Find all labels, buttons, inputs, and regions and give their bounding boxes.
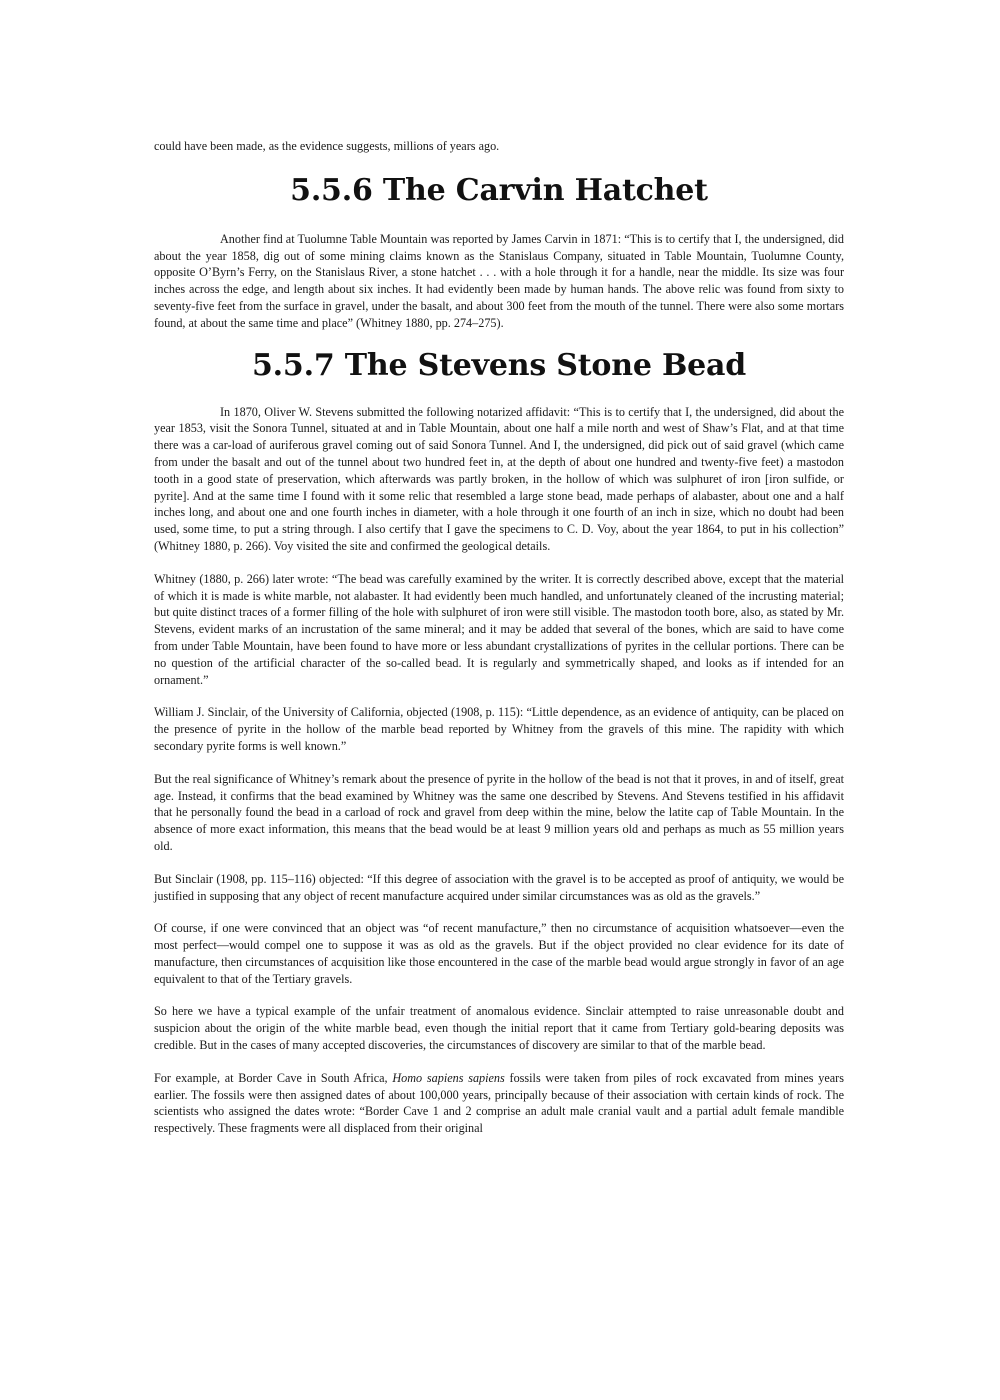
unfair-treatment-paragraph: So here we have a typical example of the unfair treatment of anomalous evidence. Sinclair attempted to raise unreasonable doubt and suspicion about the origin of the white marble bead, even though the initial report that it came from Tertiary gold-bearing deposits was credible. But in the cases of many accepted discoveries, the circumstances of discovery are similar to that of the marble bead. (154, 1004, 844, 1053)
sinclair-second-objection-paragraph: But Sinclair (1908, pp. 115–116) objected: “If this degree of association with the gravel is to be accepted as proof of antiquity, we would be justified in supposing that any object of recent manufacture acquired under similar circumstances was as old as the gravels.” (154, 871, 844, 903)
border-cave-paragraph (154, 1070, 844, 1137)
stevens-affidavit-paragraph: In 1870, Oliver W. Stevens submitted the following notarized affidavit: “This is to certify that I, the undersigned, did about the year 1853, visit the Sonora Tunnel, situated at and in Table Mountain, about one half a mile north and west of Shaw’s Flat, and at that time there was a car-load of auriferous gravel coming out of said Sonora Tunnel. And I, the undersigned, did pick out of said gravel (which came from under the basalt and out of the tunnel about two hundred feet in, at the depth of about one hundred and twenty-five feet) a mastodon tooth in a good state of preservation, which afterwards was partly broken, in the hollow of which was sulphuret of iron [iron sulfide, or pyrite]. And at the same time I found with it some relic that resembled a large stone bead, made perhaps of alabaster, about one and a half inches long, and about one and one fourth inches in diameter, with a hole through it one fourth of an inch in size, which no doubt had been used, some time, to put a string through. I also certify that I gave the specimens to C. D. Voy, about the year 1864, to put in his collection” (Whitney 1880, p. 266). Voy visited the site and confirmed the geological details. (154, 404, 844, 553)
section-heading-stevens-bead: 5.5.7 The Stevens Stone Bead (251, 347, 747, 383)
significance-paragraph: But the real significance of Whitney’s remark about the presence of pyrite in the hollow of the bead is not that it proves, in and of itself, great age. Instead, it confirms that the bead examined by Whitney was the same one described by Stevens. And Stevens testified in his affidavit that he personally found the bead in a carload of rock and gravel from deep within the mine, below the latite cap of Table Mountain. In the absence of more exact information, this means that the bead would be at least 9 million years old and perhaps as much as 55 million years old. (154, 771, 844, 853)
intro-line: could have been made, as the evidence suggests, millions of years ago. (154, 139, 500, 153)
species-name-italic: Homo sapiens sapiens (392, 1070, 505, 1085)
border-cave-text-start: For example, at Border Cave in South Africa, (154, 1070, 393, 1085)
section-heading-carvin-hatchet: 5.5.6 The Carvin Hatchet (290, 172, 708, 208)
whitney-quote-paragraph: Whitney (1880, p. 266) later wrote: “The bead was carefully examined by the writer. It is correctly described above, except that the material of which it is made is white marble, not alabaster. It had evidently been much handled, and unfortunately cleaned of the incrusting material; but quite distinct traces of a former filling of the hole with sulphuret of iron were still visible. The mastodon tooth bore, also, as stated by Mr. Stevens, evident marks of an incrustation of the same mineral; and it may be added that several of the bones, which are said to have come from under Table Mountain, have been found to have more or less abundant crystallizations of pyrites in the cellular portions. There can be no question of the artificial character of the so-called bead. It is regularly and symmetrically shaped, and looks as if intended for an ornament.” (154, 571, 844, 687)
border-cave-text-end: fossils were taken from piles of rock excavated from mines years earlier. The fossils were then assigned dates of about 100,000 years, principally because of their association with certain kinds of rock. The scientists who assigned the dates wrote: “Border Cave 1 and 2 comprise an adult male cranial vault and a partial adult female mandible respectively. These fragments were all displaced from their original (154, 1070, 844, 1136)
recent-manufacture-paragraph: Of course, if one were convinced that an object was “of recent manufacture,” then no circumstance of acquisition whatsoever—even the most perfect—would compel one to suppose it was as old as the gravels. But if the object provided no clear evidence for its date of manufacture, then circumstances of acquisition like those encountered in the case of the marble bead would argue strongly in favor of an age equivalent to that of the Tertiary gravels. (154, 921, 844, 986)
carvin-paragraph: Another find at Tuolumne Table Mountain was reported by James Carvin in 1871: “This is to certify that I, the undersigned, did about the year 1858, dig out of some mining claims known as the Stanislaus Company, situated in Table Mountain, Tuolumne County, opposite O’Byrn’s Ferry, on the Stanislaus River, a stone hatchet . . . with a hole through it for a handle, near the middle. Its size was four inches across the edge, and length about six inches. It had evidently been made by human hands. The above relic was found from sixty to seventy-five feet from the surface in gravel, under the basalt, and about 300 feet from the mouth of the tunnel. There were also some mortars found, at about the same time and place” (Whitney 1880, pp. 274–275). (154, 231, 844, 330)
document-page (154, 138, 844, 1137)
sinclair-objection-paragraph: William J. Sinclair, of the University of California, objected (1908, p. 115): “Little dependence, as an evidence of antiquity, can be placed on the presence of pyrite in the hollow of the marble bead reported by Whitney from the gravels of this mine. The rapidity with which secondary pyrite forms is well known.” (154, 705, 844, 753)
